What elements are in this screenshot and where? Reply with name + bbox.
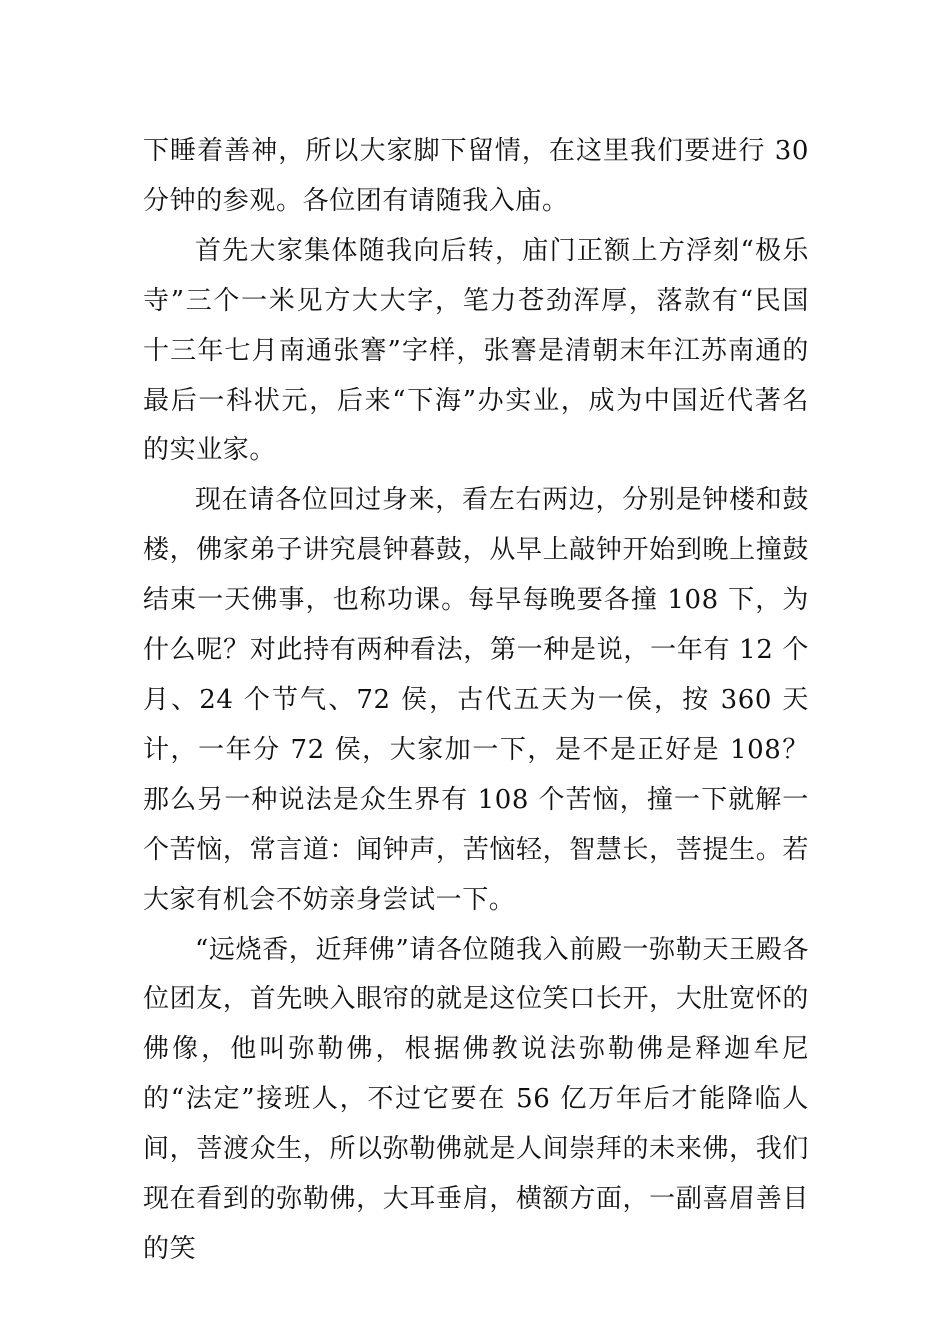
paragraph-1: 下睡着善神，所以大家脚下留情，在这里我们要进行 30 分钟的参观。各位团有请随我入庙。 [143,136,809,216]
paragraph-3: 现在请各位回过身来，看左右两边，分别是钟楼和鼓楼，佛家弟子讲究晨钟暮鼓，从早上敲钟开始到晚上撞鼓结束一天佛事，也称功课。每早每晚要各撞 108 下，为什么呢？对此持有两种看法，第一种是说，一年有 12 个月、24 个节气、72 侯，古代五天为一侯，按 360 天计，一年分 72 侯，大家加一下，是不是正好是 108？那么另一种说法是众生界有 108 个苦恼，撞一下就解一个苦恼，常言道：闻钟声，苦恼轻，智慧长，菩提生。若大家有机会不妨亲身尝试一下。 [143,485,809,915]
paragraph-4: “远烧香，近拜佛”请各位随我入前殿一弥勒天王殿各位团友，首先映入眼帘的就是这位笑口长开，大肚宽怀的佛像，他叫弥勒佛，根据佛教说法弥勒佛是释迦牟尼的“法定”接班人，不过它要在 56 亿万年后才能降临人间，菩渡众生，所以弥勒佛就是人间崇拜的未来佛，我们现在看到的弥勒佛，大耳垂肩，横额方面，一副喜眉善目的笑 [143,934,809,1264]
document-body [143,127,809,1275]
paragraph-2: 首先大家集体随我向后转，庙门正额上方浮刻“极乐寺”三个一米见方大大字，笔力苍劲浑厚，落款有“民国十三年七月南通张謇”字样，张謇是清朝末年江苏南通的最后一科状元，后来“下海”办实业，成为中国近代著名的实业家。 [143,235,809,466]
